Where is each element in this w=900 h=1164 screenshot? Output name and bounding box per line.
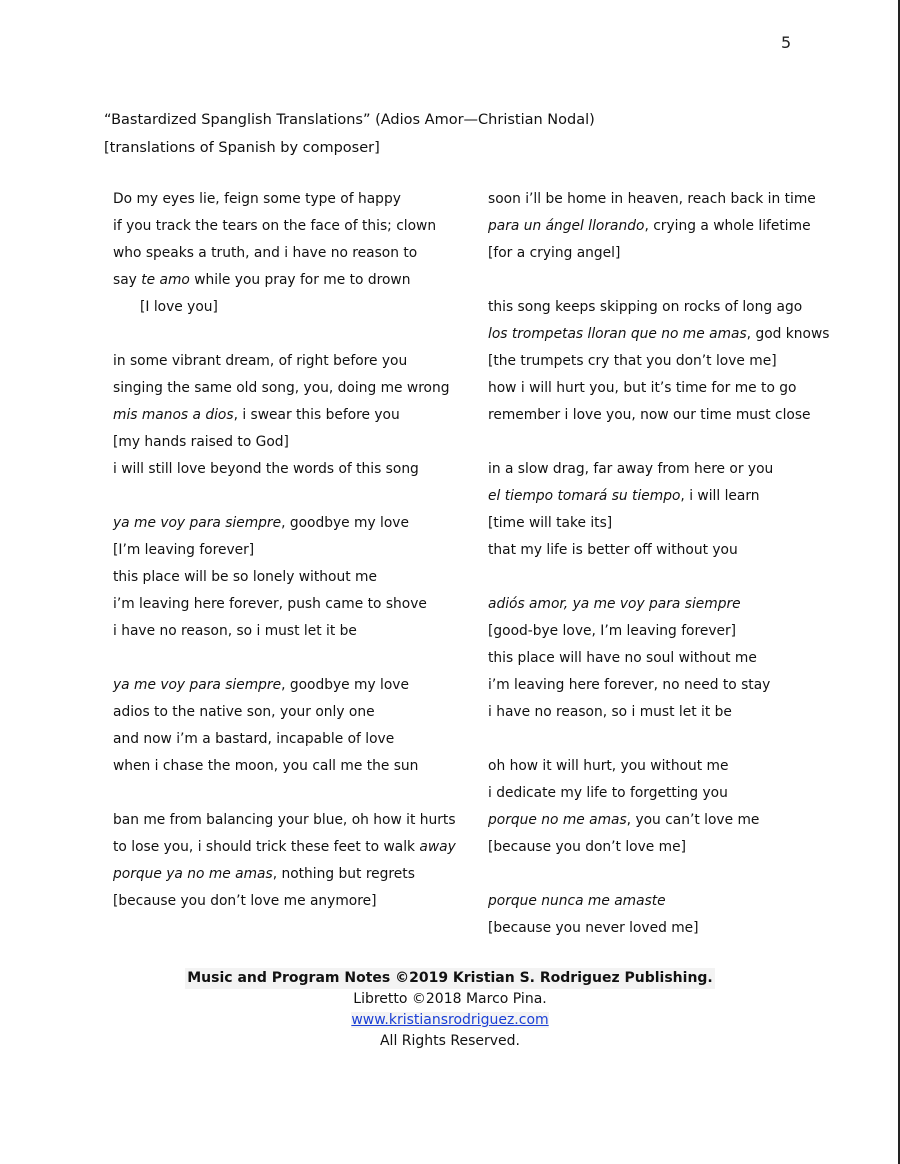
lyric-line: when i chase the moon, you call me the sun (113, 758, 419, 774)
lyric-line: soon i’ll be home in heaven, reach back in time (488, 191, 816, 207)
lyric-spanish-italic: ya me voy para siempre (113, 515, 282, 531)
lyric-spanish-italic: el tiempo tomará su tiempo (488, 488, 681, 504)
lyric-line: [because you don’t love me] (488, 839, 686, 855)
lyric-line: [the trumpets cry that you don’t love me] (488, 353, 777, 369)
lyric-line (488, 267, 828, 294)
footer-libretto: Libretto ©2018 Marco Pina. (353, 991, 547, 1007)
lyric-line: how i will hurt you, but it’s time for me to go (488, 380, 797, 396)
lyric-line (113, 321, 468, 348)
lyric-line (113, 645, 468, 672)
lyric-spanish-italic: porque ya no me amas (113, 866, 273, 882)
heading-title: “Bastardized Spanglish Translations” (Adios Amor—Christian Nodal) (104, 112, 595, 128)
lyric-line: [because you never loved me] (488, 920, 699, 936)
lyric-line: ban me from balancing your blue, oh how it hurts (113, 812, 456, 828)
lyric-text: , crying a whole lifetime (644, 218, 811, 234)
lyric-line: [for a crying angel] (488, 245, 621, 261)
section-heading (104, 106, 595, 162)
page-number: 5 (781, 33, 792, 52)
footer-music-notes: Music and Program Notes ©2019 Kristian S. Rodriguez Publishing. (185, 968, 715, 989)
lyric-line: this place will have no soul without me (488, 650, 757, 666)
lyric-spanish-italic: para un ángel llorando (488, 218, 645, 234)
copyright-footer (0, 968, 900, 1052)
lyric-line: in some vibrant dream, of right before you (113, 353, 408, 369)
lyric-line (488, 213, 828, 240)
left-lyrics-column (113, 186, 468, 915)
lyric-line: in a slow drag, far away from here or you (488, 461, 774, 477)
lyric-line: i’m leaving here forever, push came to shove (113, 596, 427, 612)
lyric-line: this place will be so lonely without me (113, 569, 377, 585)
lyric-spanish-italic: te amo (141, 272, 190, 288)
lyric-line (488, 483, 828, 510)
lyric-line: i dedicate my life to forgetting you (488, 785, 728, 801)
lyric-line: [I’m leaving forever] (113, 542, 255, 558)
lyric-line (488, 888, 828, 915)
lyric-spanish-italic: porque no me amas (488, 812, 627, 828)
footer-rights: All Rights Reserved. (379, 1033, 521, 1049)
lyric-line (113, 672, 468, 699)
lyric-spanish-italic: mis manos a dios (113, 407, 234, 423)
lyric-line: singing the same old song, you, doing me wrong (113, 380, 450, 396)
lyric-line: i’m leaving here forever, no need to stay (488, 677, 771, 693)
lyric-line (488, 591, 828, 618)
lyric-line (488, 429, 828, 456)
lyric-line: adios to the native son, your only one (113, 704, 375, 720)
lyric-line (113, 861, 468, 888)
lyric-line (113, 780, 468, 807)
lyric-line: remember i love you, now our time must close (488, 407, 811, 423)
lyric-text: , i swear this before you (233, 407, 400, 423)
lyric-line: that my life is better off without you (488, 542, 738, 558)
lyric-spanish-italic: ya me voy para siempre (113, 677, 282, 693)
lyric-line: this song keeps skipping on rocks of long ago (488, 299, 803, 315)
lyric-spanish-italic: adiós amor, ya me voy para siempre (488, 596, 741, 612)
lyric-line (488, 564, 828, 591)
lyric-line: i will still love beyond the words of this song (113, 461, 419, 477)
lyric-line (488, 726, 828, 753)
lyric-line (488, 321, 828, 348)
lyric-line: [time will take its] (488, 515, 613, 531)
lyric-spanish-italic: away (419, 839, 456, 855)
lyric-line: if you track the tears on the face of this; clown (113, 218, 437, 234)
lyric-text: to lose you, i should trick these feet to walk (113, 839, 420, 855)
lyric-text: , you can’t love me (626, 812, 760, 828)
lyric-line (113, 483, 468, 510)
lyric-line (113, 402, 468, 429)
lyric-line (113, 267, 468, 294)
lyric-text: , goodbye my love (281, 515, 409, 531)
lyric-line (488, 861, 828, 888)
lyric-text: , goodbye my love (281, 677, 409, 693)
lyric-line: who speaks a truth, and i have no reason to (113, 245, 418, 261)
website-link[interactable]: www.kristiansrodriguez.com (351, 1012, 549, 1028)
lyric-spanish-italic: los trompetas lloran que no me amas (488, 326, 747, 342)
lyric-line: [I love you] (140, 299, 218, 315)
lyric-spanish-italic: porque nunca me amaste (488, 893, 666, 909)
lyric-line: oh how it will hurt, you without me (488, 758, 729, 774)
lyric-line (113, 834, 468, 861)
lyric-line: i have no reason, so i must let it be (113, 623, 357, 639)
lyric-line: [good-bye love, I’m leaving forever] (488, 623, 737, 639)
lyric-text: , god knows (746, 326, 830, 342)
lyric-line: i have no reason, so i must let it be (488, 704, 732, 720)
right-lyrics-column (488, 186, 828, 942)
heading-subtitle: [translations of Spanish by composer] (104, 140, 380, 156)
lyric-line: [because you don’t love me anymore] (113, 893, 377, 909)
lyric-text: say (113, 272, 142, 288)
lyric-text: , i will learn (680, 488, 760, 504)
lyric-text: , nothing but regrets (272, 866, 415, 882)
lyric-line: Do my eyes lie, feign some type of happy (113, 191, 401, 207)
lyric-line: [my hands raised to God] (113, 434, 289, 450)
lyric-line (113, 510, 468, 537)
lyric-line (488, 807, 828, 834)
lyric-line: and now i’m a bastard, incapable of love (113, 731, 395, 747)
lyric-text: while you pray for me to drown (189, 272, 411, 288)
